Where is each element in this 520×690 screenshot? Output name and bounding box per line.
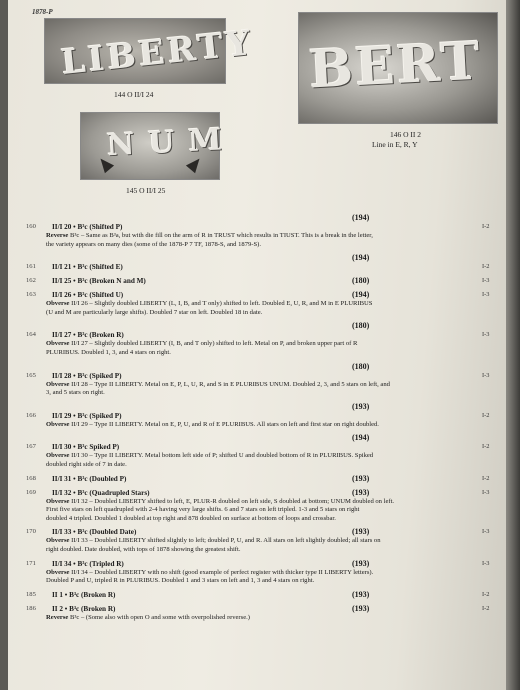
population-count: (193) bbox=[352, 527, 370, 537]
photo-caption-sub: Line in E, R, Y bbox=[372, 140, 418, 149]
rarity-grade: I-3 bbox=[482, 371, 490, 379]
variety-label: II/I 27 • B³c (Broken R) bbox=[52, 331, 124, 340]
rarity-grade: I-3 bbox=[482, 277, 490, 285]
variety-entry bbox=[26, 291, 502, 317]
population-count: (193) bbox=[352, 558, 370, 568]
variety-label: II/I 29 • B³c (Spiked P) bbox=[52, 411, 122, 420]
variety-description: Obverse II/I 34 – Doubled LIBERTY with no shift (good example of perfect register with thicker type II LIBERTY letters). bbox=[46, 568, 374, 576]
book-page bbox=[8, 0, 506, 690]
entry-number: 162 bbox=[26, 277, 36, 285]
entry-number: 186 bbox=[26, 604, 36, 612]
variety-entry bbox=[26, 322, 502, 357]
variety-description: PLURIBUS. Doubled 1, 3, and 4 stars on right. bbox=[46, 348, 171, 356]
variety-description: (U and M are particularly large shifts). Doubled 7 star on left. Doubled 18 in date. bbox=[46, 308, 263, 316]
variety-label: II/I 26 • B³c (Shifted U) bbox=[52, 291, 124, 300]
variety-entry bbox=[26, 528, 502, 554]
variety-entry bbox=[26, 475, 502, 484]
variety-description: 3, and 5 stars on right. bbox=[46, 389, 105, 397]
entry-number: 165 bbox=[26, 371, 36, 379]
variety-list bbox=[26, 214, 502, 627]
photo-caption: 144 O II/I 24 bbox=[114, 90, 154, 99]
entry-number: 160 bbox=[26, 223, 36, 230]
variety-description: the variety appears on many dies (some of the 1878-P 7 TF, 1878-S, and 1879-S). bbox=[46, 240, 262, 248]
variety-entry bbox=[26, 363, 502, 398]
variety-description: Obverse II/I 33 – Doubled LIBERTY shifted slightly to left; doubled P, U, and R. All stars on left slightly doubled; all stars on bbox=[46, 537, 381, 545]
variety-label: II/I 25 • B³c (Broken N and M) bbox=[52, 277, 146, 286]
variety-label: II/I 32 • B³c (Quadrupled Stars) bbox=[52, 488, 150, 497]
page-edge bbox=[506, 0, 520, 690]
population-count: (194) bbox=[352, 253, 370, 263]
population-count: (193) bbox=[352, 473, 370, 483]
rarity-grade: I-2 bbox=[482, 590, 490, 598]
variety-entry bbox=[26, 591, 502, 600]
variety-label: II/I 28 • B³c (Spiked P) bbox=[52, 371, 122, 380]
variety-entry bbox=[26, 560, 502, 586]
variety-label: II 1 • B³c (Broken R) bbox=[52, 590, 116, 599]
variety-entry bbox=[26, 489, 502, 524]
population-count: (194) bbox=[352, 213, 370, 222]
rarity-grade: I-2 bbox=[482, 411, 490, 419]
rarity-grade: I-3 bbox=[482, 331, 490, 339]
coin-photo-liberty bbox=[44, 18, 256, 84]
rarity-grade: I-2 bbox=[482, 443, 490, 451]
rarity-grade: I-3 bbox=[482, 528, 490, 536]
variety-description: Obverse II/I 29 – Type II LIBERTY. Metal on E, P, U, and R of E PLURIBUS. All stars on left and first star on right doubled. bbox=[46, 420, 379, 428]
population-count: (193) bbox=[352, 589, 370, 599]
population-count: (193) bbox=[352, 401, 370, 411]
variety-label: II/I 33 • B³c (Doubled Date) bbox=[52, 528, 137, 537]
entry-number: 163 bbox=[26, 291, 36, 299]
entry-number: 185 bbox=[26, 590, 36, 598]
entry-number: 166 bbox=[26, 411, 36, 419]
variety-entry bbox=[26, 214, 502, 249]
variety-description: Obverse II/I 27 – Slightly doubled LIBERTY (I, B, and T only) shifted to left. Metal on P, and broken upper part of R bbox=[46, 340, 358, 348]
photo-caption: 146 O II 2 bbox=[390, 130, 422, 139]
variety-description: Reverse B³c – (Some also with open O and some with overpolished reverse.) bbox=[46, 613, 250, 621]
variety-label: II/I 30 • B³c Spiked P) bbox=[52, 443, 120, 452]
variety-description: doubled right side of 7 in date. bbox=[46, 460, 127, 468]
variety-label: II/I 31 • B³c (Doubled P) bbox=[52, 474, 127, 483]
variety-label: II/I 21 • B³c (Shifted E) bbox=[52, 263, 123, 272]
rarity-grade: I-3 bbox=[482, 291, 490, 299]
population-count: (193) bbox=[352, 487, 370, 497]
variety-entry bbox=[26, 254, 502, 272]
population-count: (180) bbox=[352, 321, 370, 331]
variety-description: Obverse II/I 26 – Slightly doubled LIBERTY (L, I, B, and T only) shifted to left. Doubled E, U, R, and M in E PLURIBUS bbox=[46, 300, 373, 308]
entry-number: 164 bbox=[26, 331, 36, 339]
coin-legend-text: BERT bbox=[307, 30, 484, 101]
variety-label: II 2 • B³c (Broken R) bbox=[52, 604, 116, 613]
variety-description: First five stars on left quadrupled with 2-4 having very large shifts. 6 and 7 stars on left tripled. 1-3 and 5 stars on right bbox=[46, 506, 360, 514]
page-header: 1878-P bbox=[32, 8, 53, 16]
variety-label: II/I 20 • B³c (Shifted P) bbox=[52, 223, 123, 231]
population-count: (194) bbox=[352, 290, 370, 300]
entry-number: 171 bbox=[26, 559, 36, 567]
rarity-grade: I-2 bbox=[482, 223, 490, 230]
rarity-grade: I-2 bbox=[482, 474, 490, 482]
variety-entry bbox=[26, 434, 502, 469]
entry-number: 169 bbox=[26, 488, 36, 496]
rarity-grade: I-2 bbox=[482, 263, 490, 271]
entry-number: 168 bbox=[26, 474, 36, 482]
variety-description: Reverse B³c – Same as B³a, but with die fill on the arm of R in TRUST which results in TIUST. This is a break in the letter, bbox=[46, 232, 373, 239]
coin-photo-unum bbox=[80, 112, 237, 180]
variety-entry bbox=[26, 403, 502, 430]
variety-entry bbox=[26, 605, 502, 623]
coin-legend-text: LIBERTY bbox=[59, 23, 256, 83]
photo-caption: 145 O II/I 25 bbox=[126, 186, 166, 195]
variety-description: Obverse II/I 32 – Doubled LIBERTY shifted to left, E, PLUR-R doubled on left side, S doubled at bottom; UNUM doubled on left. bbox=[46, 497, 395, 505]
rarity-grade: I-3 bbox=[482, 559, 490, 567]
coin-photo-line bbox=[298, 12, 498, 124]
entry-number: 167 bbox=[26, 443, 36, 451]
rarity-grade: I-3 bbox=[482, 488, 490, 496]
variety-label: II/I 34 • B³c (Tripled R) bbox=[52, 559, 124, 568]
variety-description: right doubled. Date doubled, with tops of 1878 showing the greatest shift. bbox=[46, 545, 241, 553]
rarity-grade: I-2 bbox=[482, 604, 490, 612]
variety-description: doubled 4 tripled. Doubled 1 doubled at top right and 878 doubled on surface at bottom of loops and crossbar. bbox=[46, 514, 336, 522]
variety-description: Obverse II/I 28 – Type II LIBERTY. Metal on E, P, L, U, R, and S in E PLURIBUS UNUM. Doubled 2, 3, and 5 stars on left, and bbox=[46, 380, 390, 388]
entry-number: 170 bbox=[26, 528, 36, 536]
population-count: (194) bbox=[352, 433, 370, 443]
population-count: (193) bbox=[352, 603, 370, 613]
population-count: (180) bbox=[352, 276, 370, 286]
entry-number: 161 bbox=[26, 263, 36, 271]
variety-description: Obverse II/I 30 – Type II LIBERTY. Metal bottom left side of P; shifted U and doubled bottom of R in PLURIBUS. Spiked bbox=[46, 452, 374, 460]
coin-legend-text: NUM bbox=[106, 121, 237, 164]
variety-description: Doubled P and U, tripled R in PLURIBUS. Doubled 1 and 3 stars on left and 1, 3 and 4 stars on right. bbox=[46, 577, 315, 585]
variety-entry bbox=[26, 277, 502, 286]
population-count: (180) bbox=[352, 361, 370, 371]
